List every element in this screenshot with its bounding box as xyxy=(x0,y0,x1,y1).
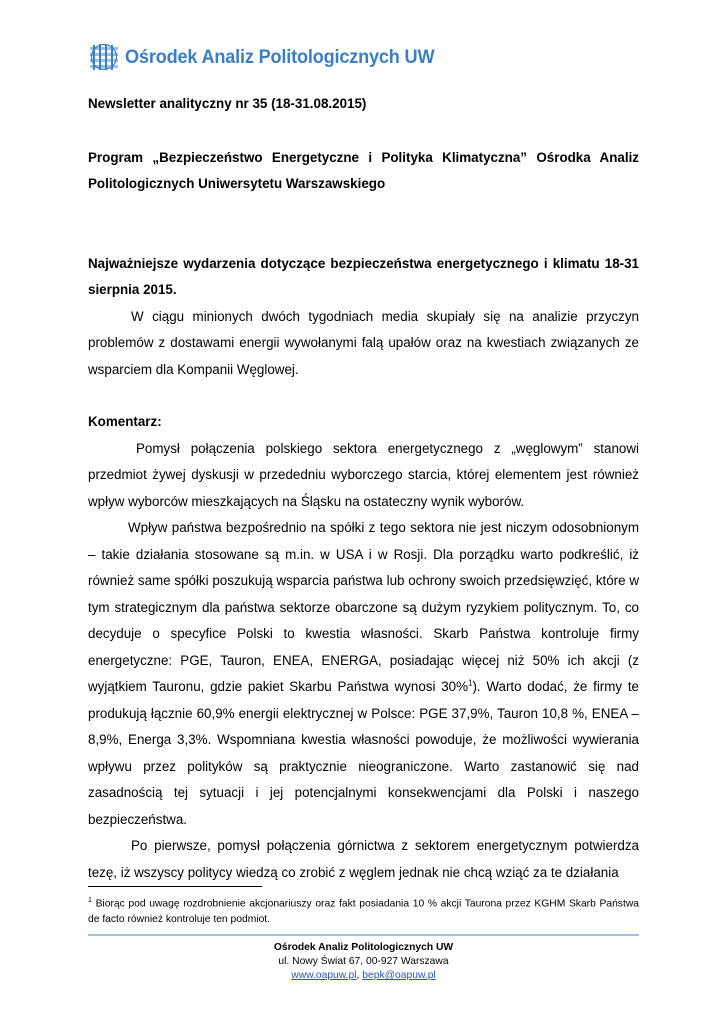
email-link[interactable]: bepk@oapuw.pl xyxy=(362,970,436,981)
document-body xyxy=(88,91,639,886)
paragraph-2-part-a: Wpływ państwa bezpośrednio na spółki z tego sektora nie jest niczym odosobnionym – takie działania stosowane są m.in. w USA i w Rosji. Dla porządku warto podkreślić, iż również same spółki poszukują wsparcia państwa lub ochrony swoich przedsięwzięć, które w tym strategicznym dla państwa sektorze obarczone są dużym ryzykiem politycznym. To, co decyduje o specyfice Polski to kwestia własności. Skarb Państwa kontroluje firmy energetyczne: PGE, Tauron, ENEA, ENERGA, posiadając więcej niż 50% ich akcji (z wyjątkiem Tauronu, gdzie pakiet Skarbu Państwa wynosi 30% xyxy=(88,520,639,694)
footnote-reference[interactable]: 1 xyxy=(468,678,473,688)
paragraph-2 xyxy=(88,515,639,833)
paragraph-3: Po pierwsze, pomysł połączenia górnictwa z sektorem energetycznym potwierdza tezę, iż wszyscy politycy wiedzą co zrobić z węglem jednak nie chcą wziąć za te działania xyxy=(88,838,639,880)
header-logo xyxy=(88,42,458,72)
footnote xyxy=(88,893,639,928)
events-heading: Najważniejsze wydarzenia dotyczące bezpieczeństwa energetycznego i klimatu 18-31 sierpnia 2015. xyxy=(88,255,639,297)
header-title: Ośrodek Analiz Politologicznych UW xyxy=(125,45,435,68)
footnote-number: 1 xyxy=(88,897,92,904)
comment-heading: Komentarz: xyxy=(88,414,162,429)
footnote-divider xyxy=(88,886,262,887)
footer-separator: , xyxy=(356,970,363,981)
footer-contact xyxy=(88,969,639,983)
program-title: Program „Bezpieczeństwo Energetyczne i Polityka Klimatyczna” Ośrodka Analiz Politologicznych Uniwersytetu Warszawskiego xyxy=(88,149,639,191)
website-link[interactable]: www.oapuw.pl xyxy=(291,970,357,981)
footer-organization: Ośrodek Analiz Politologicznych UW xyxy=(273,942,454,953)
globe-grid-icon xyxy=(88,43,120,71)
footnote-text: Biorąc pod uwagę rozdrobnienie akcjonariuszy oraz fakt posiadania 10 % akcji Taurona przez KGHM Skarb Państwa de facto również kontroluje ten podmiot. xyxy=(88,898,639,926)
intro-paragraph: W ciągu minionych dwóch tygodniach media skupiały się na analizie przyczyn problemów z dostawami energii wywołanymi falą upałów oraz na kwestiach związanych ze wsparciem dla Kompanii Węglowej. xyxy=(88,308,639,377)
footer-address: ul. Nowy Świat 67, 00-927 Warszawa xyxy=(278,956,449,967)
newsletter-title: Newsletter analityczny nr 35 (18-31.08.2015) xyxy=(88,96,367,111)
footer-divider xyxy=(88,934,639,936)
paragraph-1: Pomysł połączenia polskiego sektora energetycznego z „węglowym” stanowi przedmiot żywej dyskusji w przededniu wyborczego starcia, której elementem jest również wpływ wyborców mieszkających na Śląsku na ostateczny wynik wyborów. xyxy=(88,440,639,509)
page-footer xyxy=(88,941,639,983)
paragraph-2-part-b: ). Warto dodać, że firmy te produkują łącznie 60,9% energii elektrycznej w Polsce: PGE 37,9%, Tauron 10,8 %, ENEA – 8,9%, Energa 3,3%. Wspomniana kwestia własności powoduje, że możliwości wywierania wpływu przez polityków są praktycznie nieograniczone. Warto zastanowić się nad zasadnością tej sytuacji i jej potencjalnymi konsekwencjami dla Polski i naszego bezpieczeństwa. xyxy=(88,679,639,827)
